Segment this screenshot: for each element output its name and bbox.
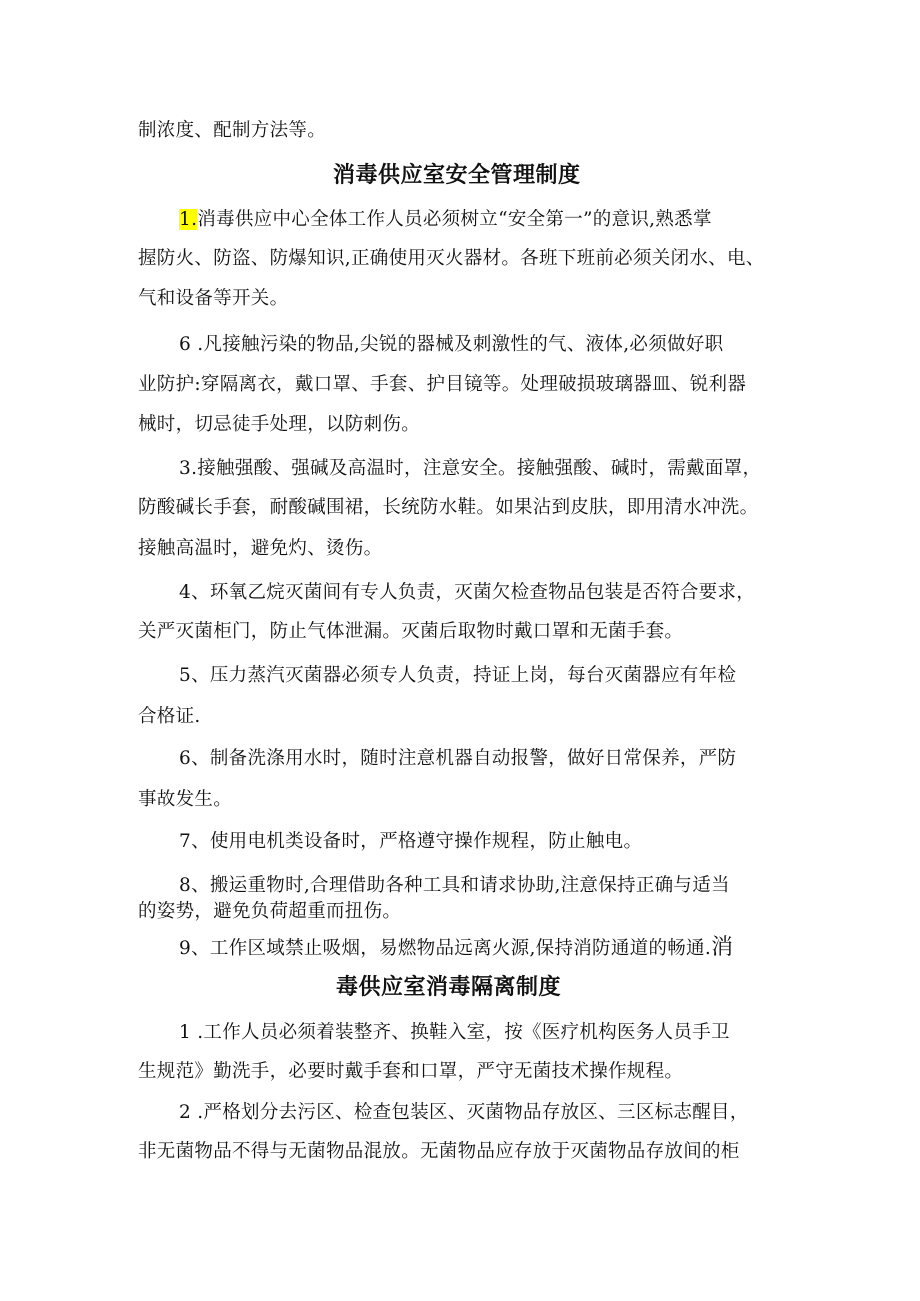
safety-item-8-line-2: 的姿势，避免负荷超重而扭伤。	[138, 901, 402, 922]
safety-item-2-line-1: 6 .凡接触污染的物品,尖锐的器械及刺激性的气、液体,必须做好职	[179, 334, 724, 355]
safety-item-5-line-1: 5、压力蒸汽灭菌器必须专人负责，持证上岗，每台灭菌器应有年检	[179, 665, 737, 686]
safety-item-5-line-2: 合格证.	[138, 706, 201, 727]
safety-item-4-line-1: 4、环氧乙烷灭菌间有专人负责，灭菌欠检查物品包装是否符合要求，	[179, 582, 756, 603]
isolation-item-1-line-1: 1 .工作人员必须着装整齐、换鞋入室，按《医疗机构医务人员手卫	[179, 1022, 730, 1043]
section-title-safety: 消毒供应室安全管理制度	[333, 163, 581, 188]
safety-item-1-line-1	[179, 207, 712, 233]
isolation-item-2-line-1: 2 .严格划分去污区、检查包装区、灭菌物品存放区、三区标志醒目，	[179, 1102, 749, 1123]
next-section-title-start: 消	[711, 935, 734, 960]
section-title-isolation-rest: 毒供应室消毒隔离制度	[336, 975, 562, 1000]
safety-item-6-line-1: 6、制备洗涤用水时，随时注意机器自动报警，做好日常保养，严防	[179, 748, 737, 769]
safety-item-1-line-2: 握防火、防盗、防爆知识,正确使用灭火器材。各班下班前必须关闭水、电、	[138, 248, 765, 269]
safety-item-8-line-1: 8、搬运重物时,合理借助各种工具和请求协助,注意保持正确与适当	[179, 875, 730, 896]
safety-item-2-line-3: 械时，切忌徒手处理，以防刺伤。	[138, 414, 421, 435]
safety-item-3-line-2: 防酸碱长手套，耐酸碱围裙，长统防水鞋。如果沾到皮肤，即用清水冲洗。	[138, 497, 759, 518]
safety-item-9-line-1	[179, 935, 733, 962]
isolation-item-1-line-2: 生规范》勤洗手，必要时戴手套和口罩，严守无菌技术操作规程。	[138, 1061, 684, 1082]
intro-tail-line: 制浓度、配制方法等。	[138, 120, 327, 141]
safety-item-1-line-3: 气和设备等开关。	[138, 288, 289, 309]
highlighted-item-number: 1.	[179, 209, 198, 230]
safety-item-1-text: 消毒供应中心全体工作人员必须树立“安全第一”的意识,熟悉掌	[197, 209, 712, 230]
safety-item-6-line-2: 事故发生。	[138, 789, 233, 810]
isolation-item-2-line-2: 非无菌物品不得与无菌物品混放。无菌物品应存放于灭菌物品存放间的柜	[138, 1141, 740, 1162]
safety-item-9-text: 9、工作区域禁止吸烟，易燃物品远离火源,保持消防通道的畅通.	[179, 938, 712, 959]
safety-item-3-line-3: 接触高温时，避免灼、烫伤。	[138, 538, 383, 559]
safety-item-3-line-1: 3.接触强酸、强碱及高温时，注意安全。接触强酸、碱时，需戴面罩，	[179, 458, 762, 479]
safety-item-4-line-2: 关严灭菌柜门，防止气体泄漏。灭菌后取物时戴口罩和无菌手套。	[138, 621, 684, 642]
safety-item-2-line-2: 业防护:穿隔离衣，戴口罩、手套、护目镜等。处理破损玻璃器皿、锐利器	[138, 374, 747, 395]
safety-item-7-line-1: 7、使用电机类设备时，严格遵守操作规程，防止触电。	[179, 831, 643, 852]
